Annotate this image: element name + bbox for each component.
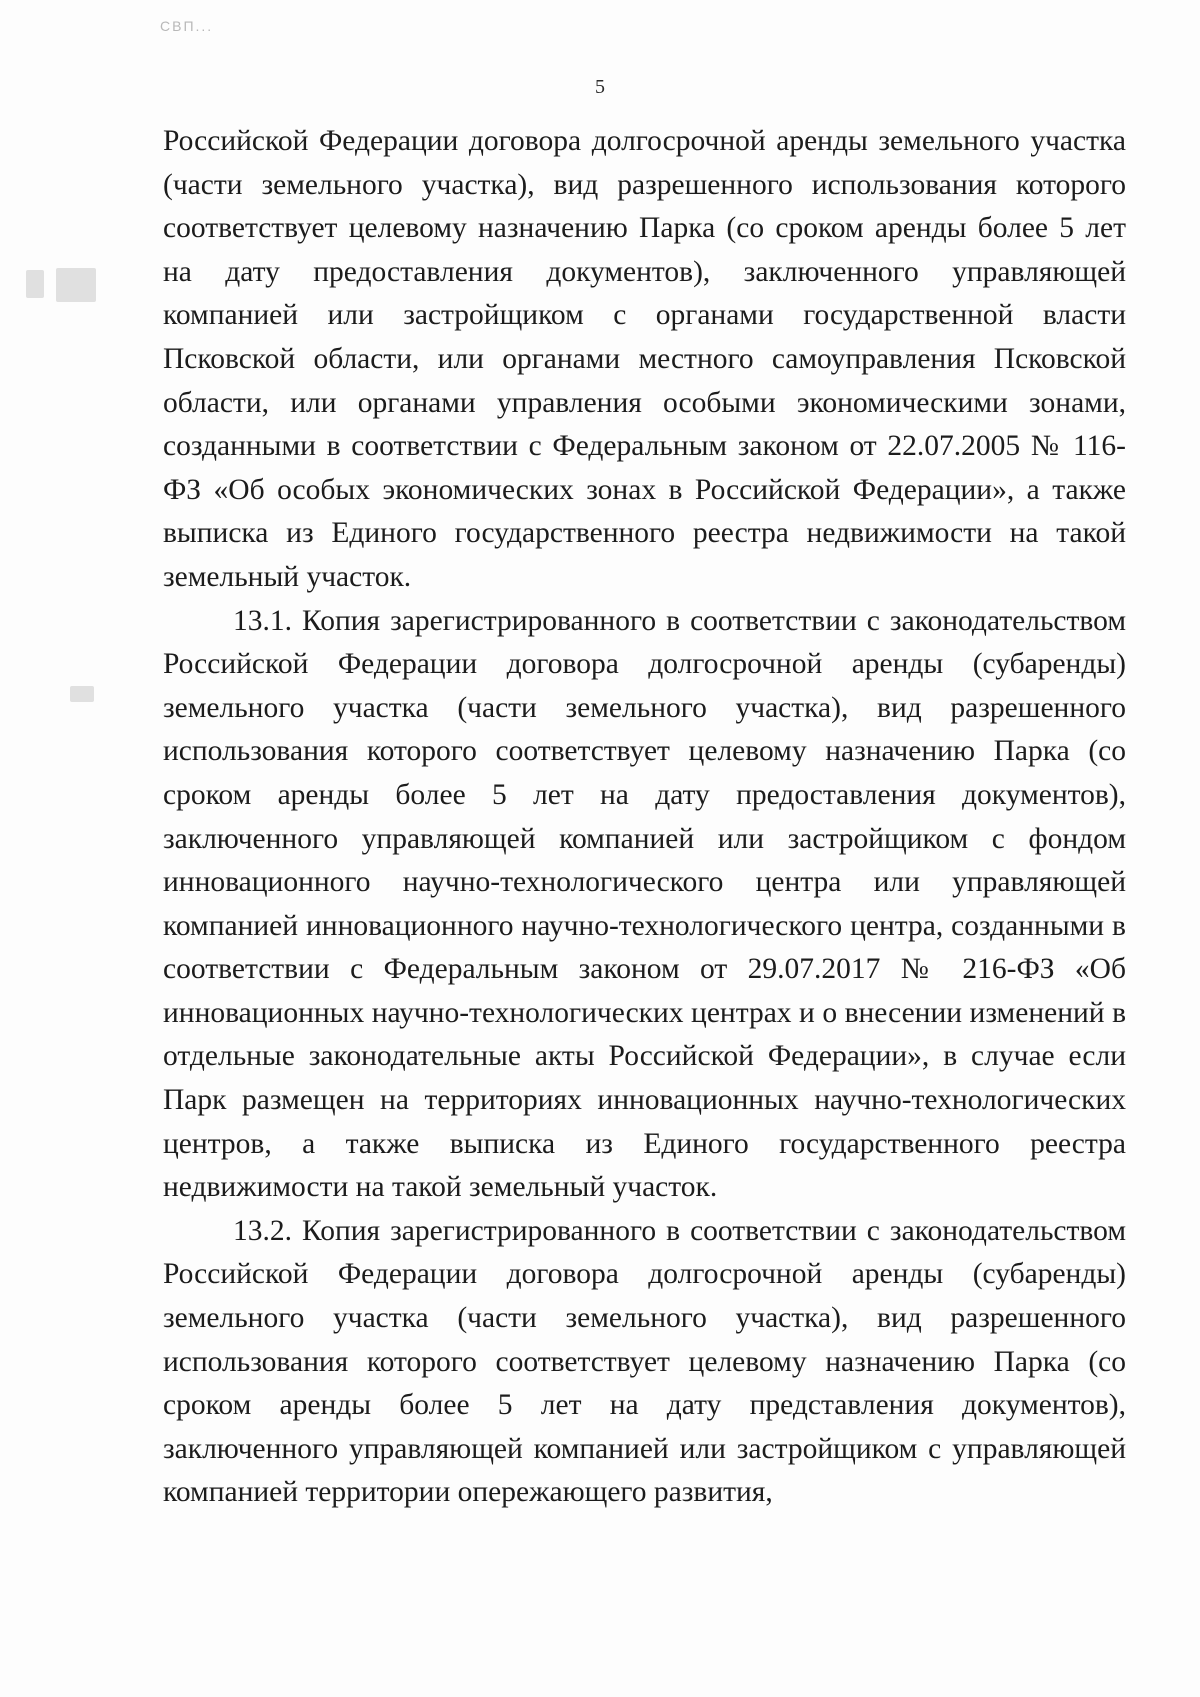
paragraph-13-2: 13.2. Копия зарегистрированного в соответствии с законодательством Российской Федерации договора долгосрочной аренды (субаренды) земельного участка (части земельного участка), вид разрешенного использования которого соответствует целевому назначению Парка (со сроком аренды более 5 лет на дату представления документов), заключенного управляющей компанией или застройщиком с управляющей компанией территории опережающего развития, <box>163 1214 1126 1509</box>
page-number: 5 <box>595 76 605 98</box>
paragraph-13-1: 13.1. Копия зарегистрированного в соответствии с законодательством Российской Федерации договора долгосрочной аренды (субаренды) земельного участка (части земельного участка), вид разрешенного использования которого соответствует целевому назначению Парка (со сроком аренды более 5 лет на дату предоставления документов), заключенного управляющей компанией или застройщиком с фондом инновационного научно-технологического центра или управляющей компанией инновационного научно-технологического центра, созданными в соответствии с Федеральным законом от 29.07.2017 № 216-ФЗ «Об инновационных научно-технологических центрах и о внесении изменений в отдельные законодательные акты Российской Федерации», в случае если Парк размещен на территориях инновационных научно-технологических центров, а также выписка из Единого государственного реестра недвижимости на такой земельный участок. <box>163 604 1126 1204</box>
paragraph-continuation: Российской Федерации договора долгосрочной аренды земельного участка (части земельного участка), вид разрешенного использования которого соответствует целевому назначению Парка (со сроком аренды более 5 лет на дату предоставления документов), заключенного управляющей компанией или застройщиком с органами государственной власти Псковской области, или органами местного самоуправления Псковской области, или органами управления особыми экономическими зонами, созданными в соответствии с Федеральным законом от 22.07.2005 № 116-ФЗ «Об особых экономических зонах в Российской Федерации», а также выписка из Единого государственного реестра недвижимости на такой земельный участок. <box>163 125 1126 593</box>
document-body <box>163 120 1126 1515</box>
scan-artifact <box>56 268 96 302</box>
scan-artifact <box>70 686 94 702</box>
scan-header-mark: СВП... <box>160 18 214 34</box>
scan-artifact <box>26 270 44 298</box>
